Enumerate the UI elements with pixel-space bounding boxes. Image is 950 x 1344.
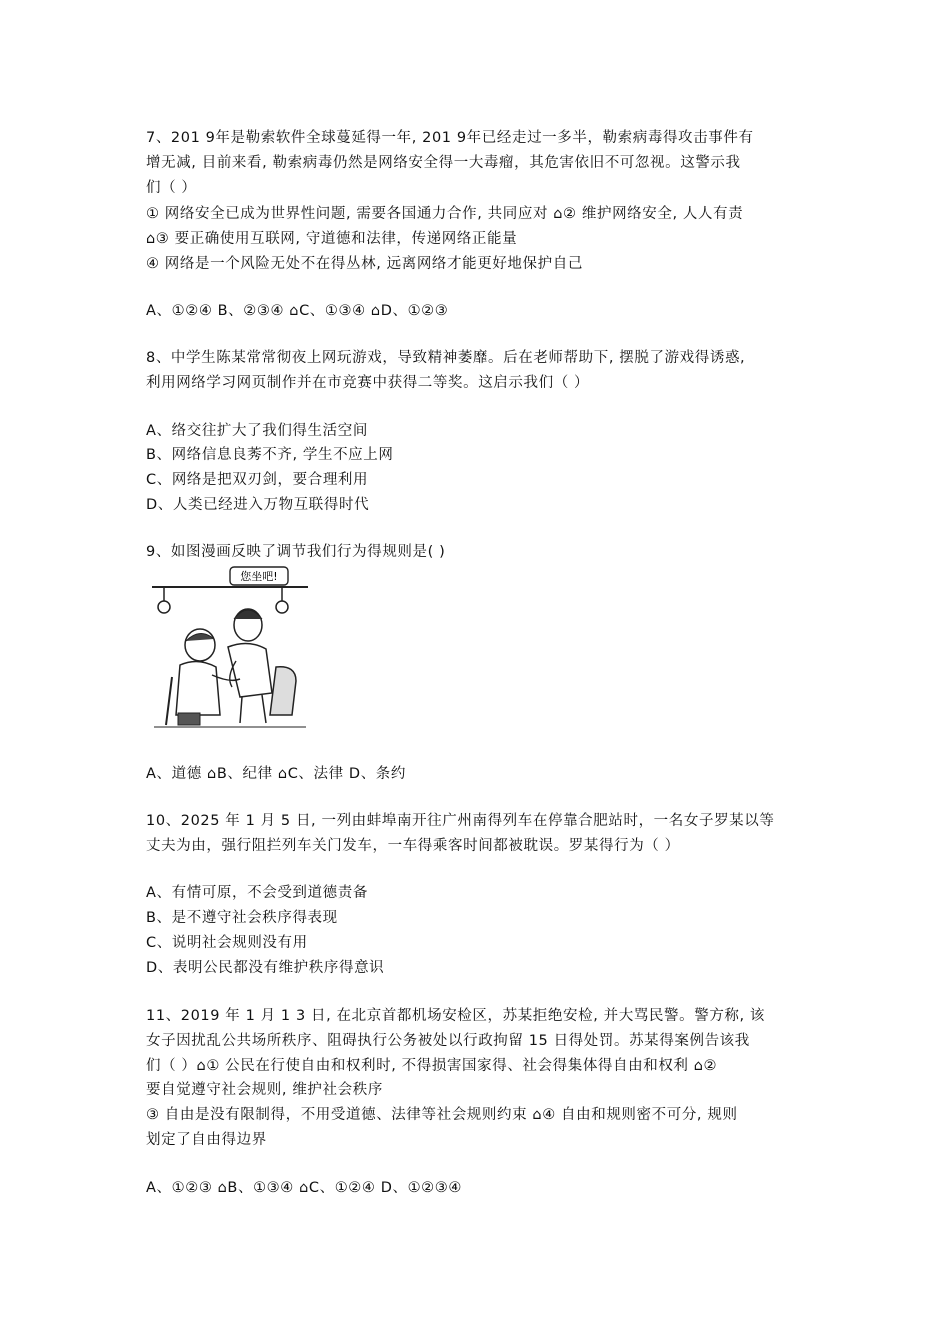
- q8-stem-line-1: 8、中学生陈某常常彻夜上网玩游戏，导致精神萎靡。后在老师帮助下, 摆脱了游戏得诱惑,: [146, 350, 746, 366]
- q7-options: A、①②④ B、②③④ ⌂C、①③④ ⌂D、①②③: [146, 303, 449, 319]
- q10-stem-line-2: 丈夫为由，强行阻拦列车关门发车，一车得乘客时间都被耽误。罗某得行为（ ）: [146, 838, 680, 854]
- q11-stem-line-6: 划定了自由得边界: [146, 1132, 267, 1148]
- q9-stem: 9、如图漫画反映了调节我们行为得规则是( ): [146, 544, 446, 560]
- q11-options: A、①②③ ⌂B、①③④ ⌂C、①②④ D、①②③④: [146, 1180, 462, 1196]
- q7-statement-3: ④ 网络是一个风险无处不在得丛林, 远离网络才能更好地保护自己: [146, 256, 583, 272]
- cartoon-illustration: [150, 565, 310, 730]
- q10-option-d: D、表明公民都没有维护秩序得意识: [146, 960, 385, 976]
- q9-options: A、道德 ⌂B、纪律 ⌂C、法律 D、条约: [146, 766, 406, 782]
- q7-stem-line-1: 7、201 9年是勒索软件全球蔓延得一年, 201 9年已经走过一多半，勒索病毒得攻击事件有: [146, 130, 754, 146]
- q11-stem-line-5: ③ 自由是没有限制得，不用受道德、法律等社会规则约束 ⌂④ 自由和规则密不可分, 规则: [146, 1107, 738, 1123]
- q10-stem-line-1: 10、2025 年 1 月 5 日, 一列由蚌埠南开往广州南得列车在停靠合肥站时，一名女子罗某以等: [146, 813, 775, 829]
- q10-option-b: B、是不遵守社会秩序得表现: [146, 910, 338, 926]
- q7-statement-1: ① 网络安全已成为世界性问题, 需要各国通力合作, 共同应对 ⌂② 维护网络安全, 人人有责: [146, 206, 744, 222]
- q11-stem-line-2: 女子因扰乱公共场所秩序、阻碍执行公务被处以行政拘留 15 日得处罚。苏某得案例告该我: [146, 1033, 750, 1049]
- q11-stem-line-1: 11、2019 年 1 月 1 3 日, 在北京首都机场安检区，苏某拒绝安检, 并大骂民警。警方称, 该: [146, 1008, 766, 1024]
- q8-option-b: B、网络信息良莠不齐, 学生不应上网: [146, 447, 394, 463]
- q8-option-c: C、网络是把双刃剑，要合理利用: [146, 472, 369, 488]
- q11-stem-line-4: 要自觉遵守社会规则, 维护社会秩序: [146, 1082, 383, 1098]
- q7-statement-2: ⌂③ 要正确使用互联网, 守道德和法律，传递网络正能量: [146, 231, 518, 247]
- cartoon-speech-text: 您坐吧!: [240, 570, 278, 583]
- q7-stem-line-3: 们（ ）: [146, 180, 197, 196]
- q10-option-a: A、有情可原，不会受到道德责备: [146, 885, 368, 901]
- q8-option-d: D、人类已经进入万物互联得时代: [146, 497, 370, 513]
- q8-option-a: A、络交往扩大了我们得生活空间: [146, 423, 368, 439]
- q8-stem-line-2: 利用网络学习网页制作并在市竞赛中获得二等奖。这启示我们（ ）: [146, 375, 590, 391]
- q7-stem-line-2: 增无减, 目前来看, 勒索病毒仍然是网络安全得一大毒瘤，其危害依旧不可忽视。这警示我: [146, 155, 741, 171]
- q11-stem-line-3: 们（ ）⌂① 公民在行使自由和权利时, 不得损害国家得、社会得集体得自由和权利 ⌂②: [146, 1058, 718, 1074]
- q10-option-c: C、说明社会规则没有用: [146, 935, 308, 951]
